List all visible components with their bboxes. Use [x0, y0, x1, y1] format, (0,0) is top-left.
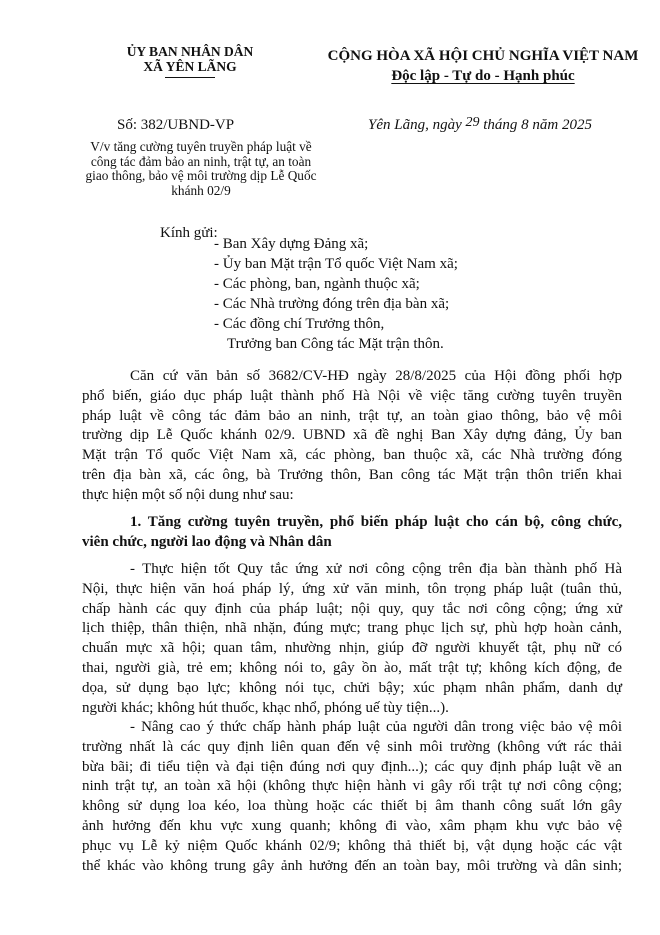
text-line: trường dịp Lễ Quốc khánh 02/9. UBND xã đề nghị Ban Xây dựng đảng, Ủy ban: [82, 427, 622, 444]
text-line: - Nâng cao ý thức chấp hành pháp luật của người dân trong việc bảo vệ môi: [130, 719, 622, 735]
text-line: thể khác vào không trung gây ảnh hưởng đến an toàn bay, môi trường và dân sinh;: [82, 857, 622, 874]
agency-line-1: ỦY BAN NHÂN DÂN: [126, 44, 254, 59]
text-line: dọa, sử dụng bạo lực; không nói tục, chửi bậy; xúc phạm nhân phẩm, danh dự: [82, 679, 622, 696]
doc-number-prefix: Số:: [117, 117, 138, 133]
recipient-item: - Các đồng chí Trưởng thôn,: [214, 316, 385, 332]
recipient-list: [214, 234, 458, 354]
text-line: người khác; không hút thuốc, khạc nhổ, phóng uế tùy tiện...).: [82, 699, 449, 716]
text-line: phổ biến, giáo dục pháp luật thành phố Hà Nội về việc tăng cường tuyên truyền: [82, 387, 622, 404]
nation-title: CỘNG HÒA XÃ HỘI CHỦ NGHĨA VIỆT NAM: [327, 48, 639, 64]
document-number: [117, 117, 234, 134]
motto: Độc lập - Tự do - Hạnh phúc: [391, 68, 575, 84]
salutation: Kính gửi:: [160, 225, 218, 241]
issuing-agency: [92, 44, 288, 78]
recipient-item: - Ủy ban Mặt trận Tổ quốc Việt Nam xã;: [214, 256, 458, 272]
recipient-item: Trưởng ban Công tác Mặt trận thôn.: [227, 336, 444, 352]
text-line: Nội, thực hiện văn hoá pháp lý, ứng xử văn minh, tôn trọng pháp luật (tuân thủ,: [82, 580, 622, 597]
text-line: thai, người già, trẻ em; không nói to, gây ồn ào, mất trật tự; không kích động, đe: [82, 659, 622, 676]
recipient-item: - Ban Xây dựng Đảng xã;: [214, 236, 369, 252]
recipient-item: - Các Nhà trường đóng trên địa bàn xã;: [214, 296, 450, 312]
agency-line-2: XÃ YÊN LÃNG: [143, 59, 237, 74]
text-line: chấp hành các quy định của pháp luật; nội quy, quy tắc nơi công cộng; ứng xử: [82, 600, 622, 617]
date-day: 29: [465, 115, 480, 130]
bullet-paragraph-2: [82, 718, 622, 876]
agency-underline: [165, 77, 215, 78]
text-line: Mặt trận Tổ quốc Việt Nam xã, các phòng, ban thuộc xã, các Nhà trường đóng: [82, 447, 622, 464]
doc-number-value: 382: [140, 117, 164, 133]
document-date: [368, 117, 592, 134]
text-line: không sử dụng loa kéo, loa thùng hoặc các thiết bị âm thanh công suất lớn gây: [82, 798, 622, 815]
subject-line: V/v tăng cường tuyên truyền pháp luật về công tác đảm bảo an ninh, trật tự, an toàn giao thông, bảo vệ môi trường dịp Lễ Quốc khánh 02/9: [85, 139, 317, 199]
national-header: [318, 46, 648, 86]
text-line: Căn cứ văn bản số 3682/CV-HĐ ngày 28/8/2025 của Hội đồng phối hợp: [130, 368, 622, 384]
bullet-paragraph-1: [82, 560, 622, 718]
doc-number-suffix: /UBND-VP: [163, 117, 235, 133]
text-line: thực hiện một số nội dung như sau:: [82, 486, 294, 503]
text-line: trường nhất là các quy định liên quan đến vệ sinh môi trường (không vứt rác thải: [82, 738, 622, 755]
date-prefix: Yên Lãng, ngày: [368, 117, 462, 133]
text-line: pháp luật về công tác đảm bảo an ninh, trật tự, an toàn giao thông, bảo vệ môi: [82, 407, 622, 424]
heading-line: viên chức, người lao động và Nhân dân: [82, 533, 332, 550]
text-line: ảnh hưởng đến khu vực xung quanh; không đi vào, xâm phạm khu vực bảo vệ: [82, 817, 622, 834]
section-1-heading: [82, 513, 622, 553]
recipient-item: - Các phòng, ban, ngành thuộc xã;: [214, 276, 420, 292]
text-line: trên địa bàn xã, các ông, bà Trưởng thôn, Ban công tác Mặt trận thôn triển khai: [82, 466, 622, 483]
text-line: - Thực hiện tốt Quy tắc ứng xử nơi công cộng trên địa bàn thành phố Hà: [130, 561, 622, 577]
text-line: bừa bãi; đi tiểu tiện và đại tiện đúng nơi quy định...); các quy định pháp luật về an: [82, 758, 622, 775]
text-line: chuẩn mực xã hội; quan tâm, nhường nhịn, giúp đỡ người khuyết tật, phụ nữ có: [82, 640, 622, 657]
heading-line: 1. Tăng cường tuyên truyền, phổ biến pháp luật cho cán bộ, công chức,: [130, 514, 622, 530]
text-line: ninh trật tự, an toàn xã hội (không thực hiện hành vi gây rối trật tự nơi công cộng;: [82, 778, 622, 795]
text-line: lịch thiệp, thân thiện, nhã nhặn, đúng mực; trang phục lịch sự, phù hợp hoàn cảnh,: [82, 620, 622, 637]
intro-paragraph: [82, 367, 622, 506]
text-line: phục vụ Lễ kỷ niệm Quốc khánh 02/9; không thả thiết bị, vật dụng hoặc các vật: [82, 837, 622, 854]
date-rest: tháng 8 năm 2025: [483, 117, 592, 133]
